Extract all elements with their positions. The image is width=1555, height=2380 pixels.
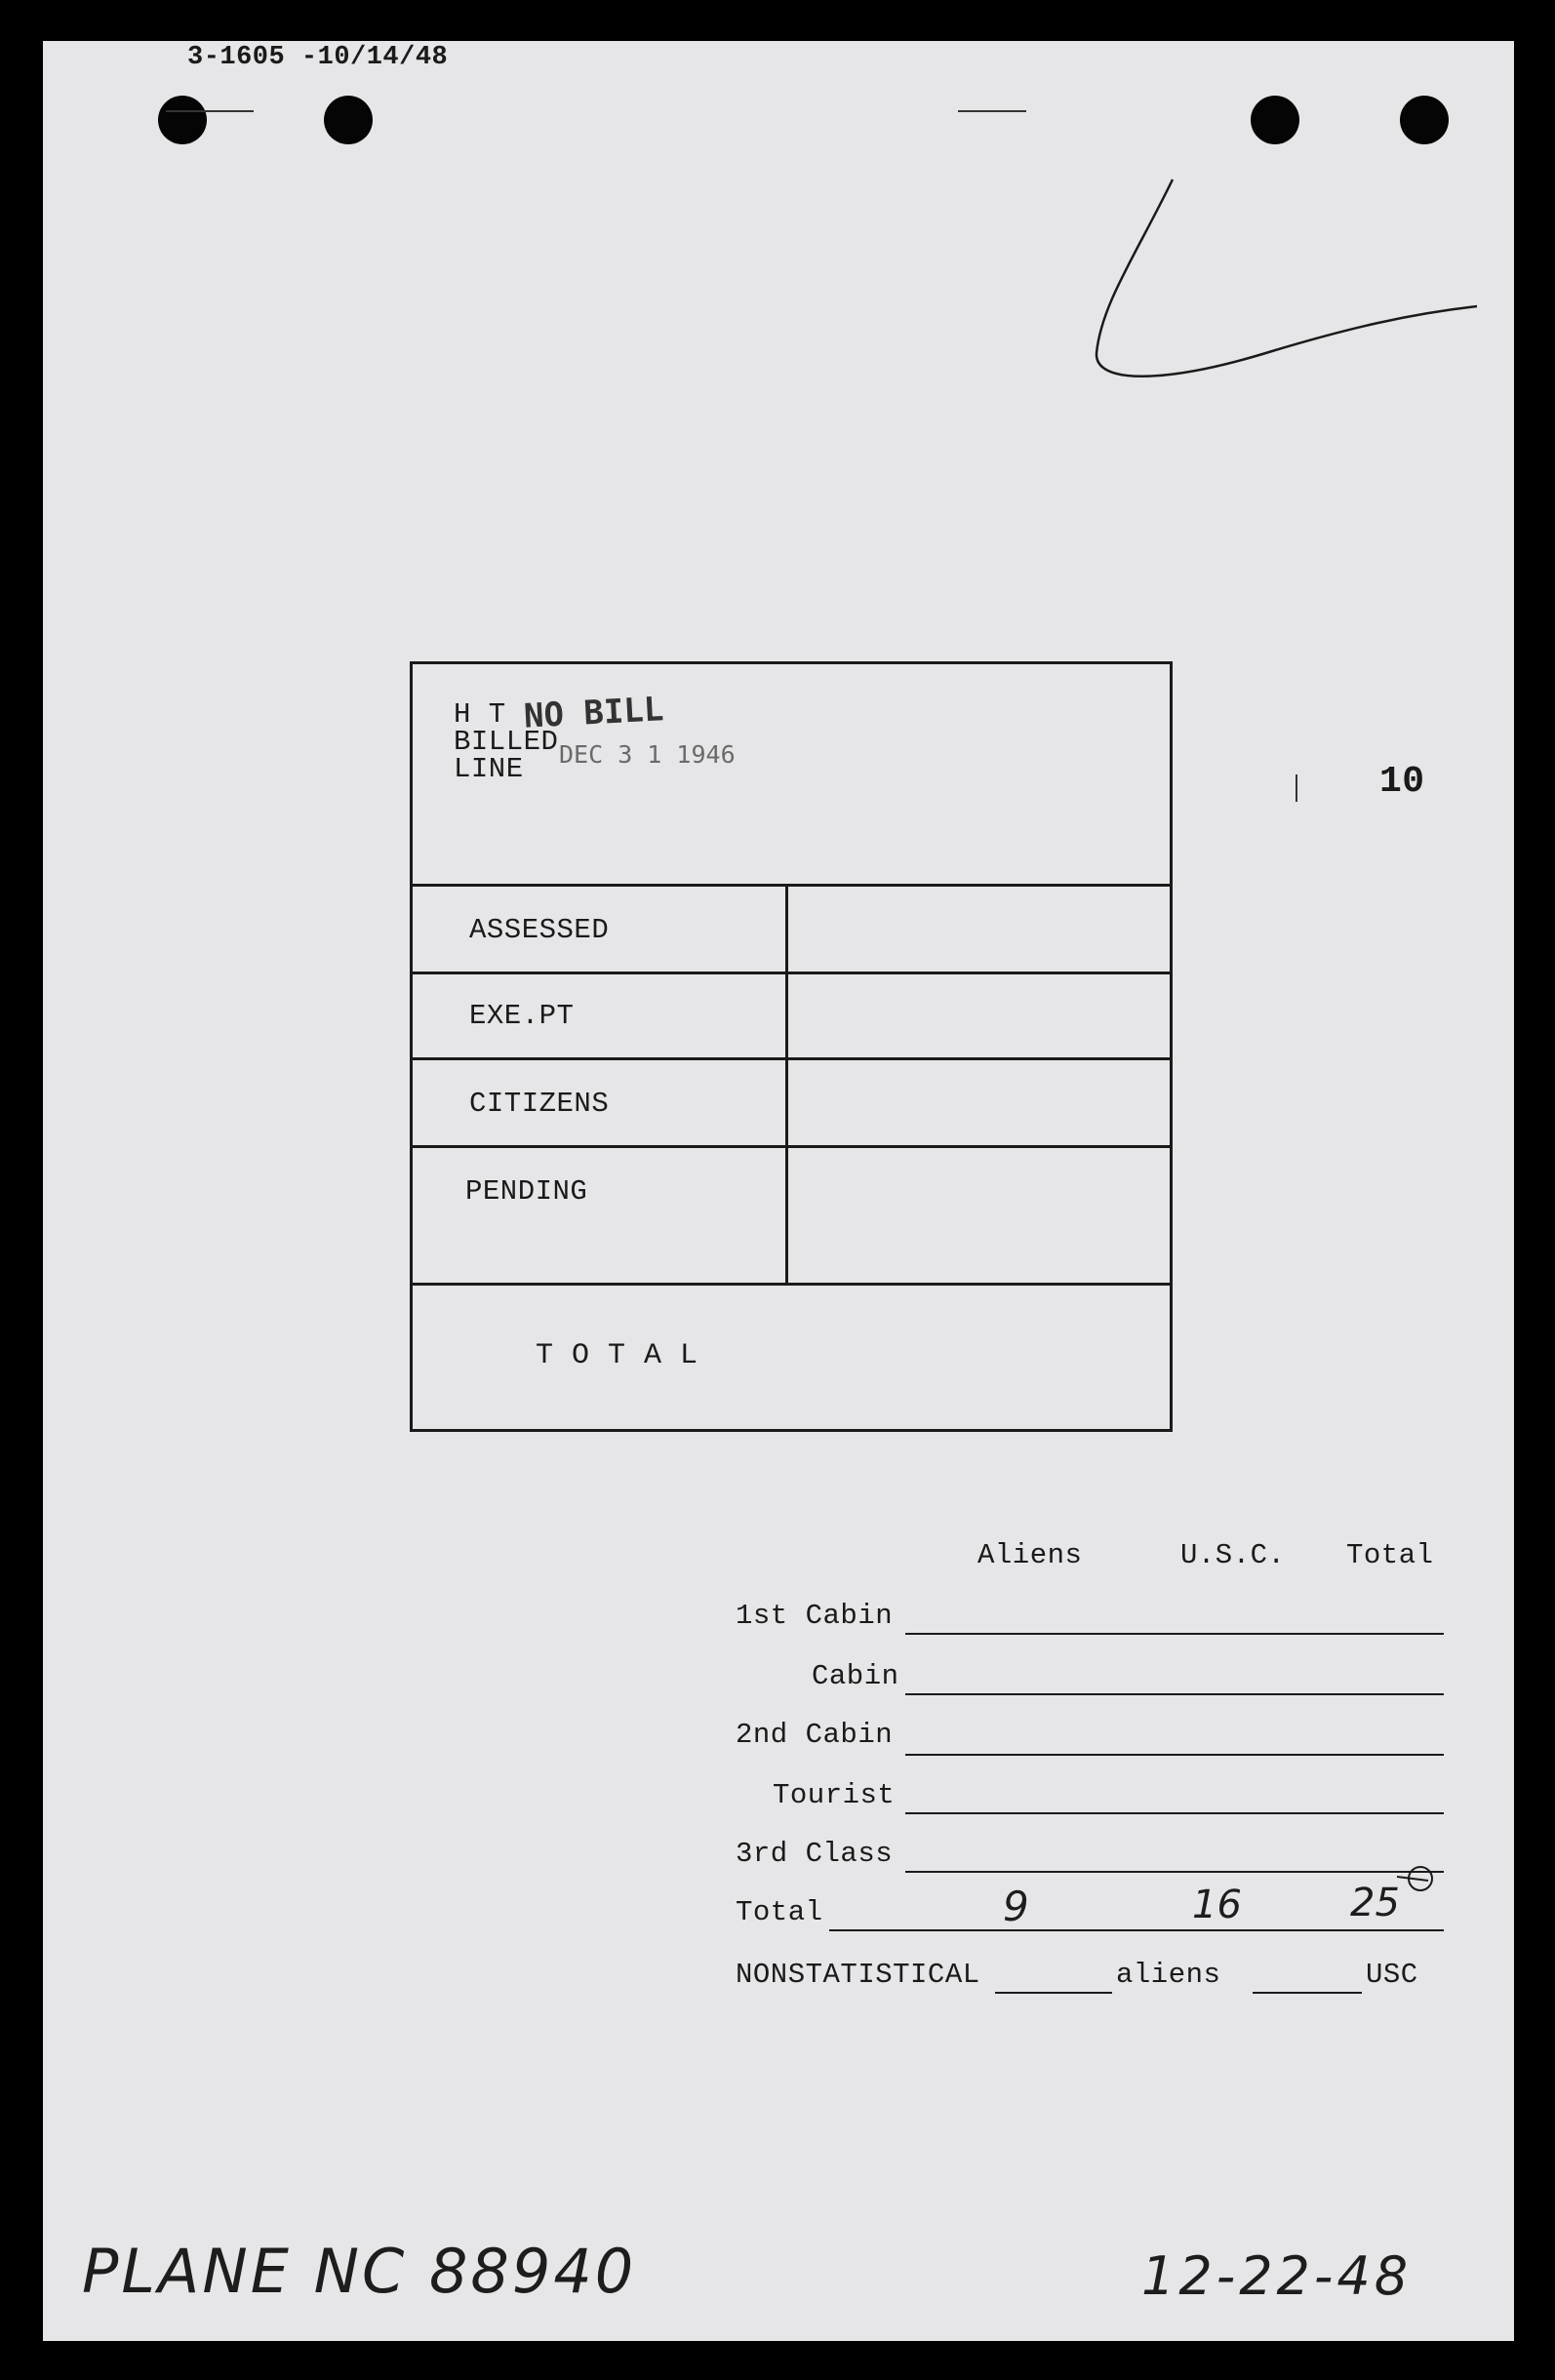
handwritten-grand-total: 25 xyxy=(1350,1881,1400,1925)
fill-line xyxy=(995,1992,1112,1994)
form-reference: 3-1605 xyxy=(187,43,286,72)
row-label-2nd-cabin: 2nd Cabin xyxy=(736,1719,894,1751)
handwritten-usc-total: 16 xyxy=(1192,1883,1242,1927)
form-date: -10/14/48 xyxy=(300,43,449,72)
total-label: T O T A L xyxy=(536,1339,698,1372)
page-number: 10 xyxy=(1379,761,1425,803)
typed-line: LINE xyxy=(454,753,524,785)
status-label-exempt: EXE.PT xyxy=(469,1000,575,1032)
handwritten-date: 12-22-48 xyxy=(1141,2245,1413,2307)
row-label-1st-cabin: 1st Cabin xyxy=(736,1600,894,1632)
row-label-3rd-class: 3rd Class xyxy=(736,1838,894,1870)
circle-mark-icon xyxy=(43,41,1514,2341)
row-label-cabin: Cabin xyxy=(812,1660,899,1692)
status-label-citizens: CITIZENS xyxy=(469,1088,610,1120)
fill-line xyxy=(1253,1992,1362,1994)
column-header-total: Total xyxy=(1346,1539,1434,1571)
column-header-aliens: Aliens xyxy=(977,1539,1083,1571)
column-header-usc: U.S.C. xyxy=(1180,1539,1286,1571)
typed-billed: BILLED xyxy=(454,726,559,758)
stamp-date: DEC 3 1 1946 xyxy=(559,740,736,769)
status-label-assessed: ASSESSED xyxy=(469,914,610,946)
handwritten-plane-number: PLANE NC 88940 xyxy=(82,2236,637,2307)
handwritten-aliens-total: 9 xyxy=(1003,1883,1029,1930)
nonstatistical-usc-word: USC xyxy=(1366,1959,1418,1991)
nonstatistical-aliens-word: aliens xyxy=(1116,1959,1221,1991)
status-label-pending: PENDING xyxy=(465,1175,588,1208)
typed-ht: H T xyxy=(454,698,506,731)
document-page xyxy=(43,41,1514,2341)
nonstatistical-label: NONSTATISTICAL xyxy=(736,1959,980,1991)
row-label-total: Total xyxy=(736,1896,823,1928)
no-bill-stamp: NO BILL xyxy=(523,690,665,736)
row-label-tourist: Tourist xyxy=(773,1779,896,1811)
